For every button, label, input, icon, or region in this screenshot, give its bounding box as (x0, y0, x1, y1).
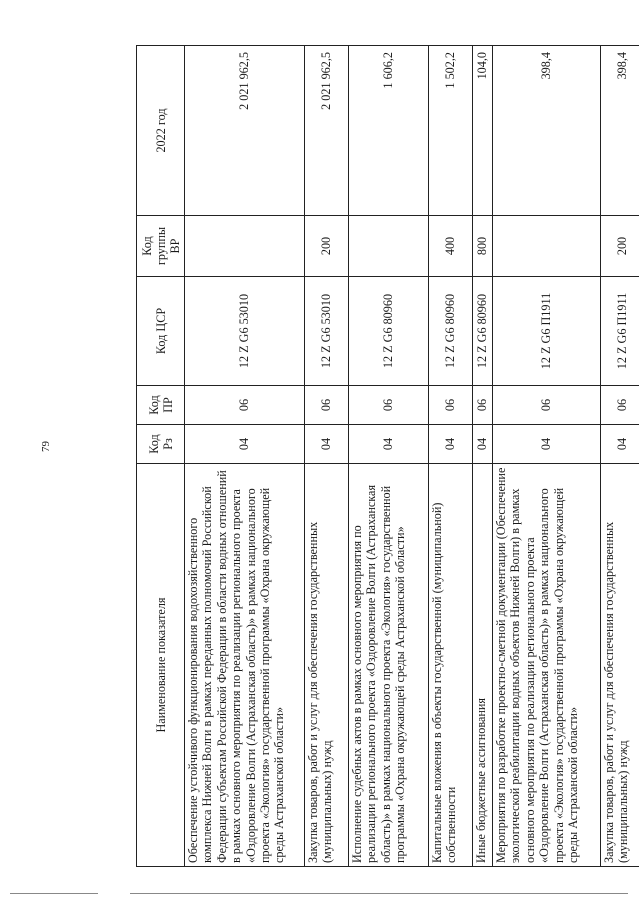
row-csr: 12 Z G6 53010 (185, 277, 305, 386)
row-rz: 04 (493, 425, 601, 464)
row-value: 398,4 (493, 46, 601, 216)
row-pr: 06 (601, 386, 639, 425)
row-pr: 06 (305, 386, 349, 425)
table-row (349, 46, 429, 867)
footer-rule-left (10, 893, 98, 894)
row-csr: 12 Z G6 П1911 (601, 277, 639, 386)
header-vr: Код группы ВР (137, 216, 185, 277)
row-value: 1 502,2 (429, 46, 473, 216)
row-csr: 12 Z G6 80960 (473, 277, 493, 386)
row-name: Обеспечение устойчивого функционирования водохозяйственного комплекса Нижней Волги в рамках переданных полномочий Российской Федерации субъектам Российской Федерации в области водных отношений в рамках основного мероприятия по реализации регионального проекта «Оздоровление Волги (Астраханская область)» в рамках национального проекта «Экология» государственной программы «Охрана окружающей среды Астраханской области» (185, 464, 305, 867)
row-rz: 04 (429, 425, 473, 464)
footer-rule-right (130, 893, 628, 894)
row-rz: 04 (349, 425, 429, 464)
row-value: 2 021 962,5 (185, 46, 305, 216)
row-name: Закупка товаров, работ и услуг для обеспечения государственных (муниципальных) нужд (305, 464, 349, 867)
row-name: Мероприятия по разработке проектно-сметной документации (Обеспечение экологической реабилитации водных объектов Нижней Волги) в рамках основного мероприятия по реализации регионального проекта «Оздоровление Волги (Астраханская область)» в рамках национального проекта «Экология» государственной программы «Охрана окружающей среды Астраханской области» (493, 464, 601, 867)
row-pr: 06 (185, 386, 305, 425)
row-vr: 800 (473, 216, 493, 277)
row-vr (493, 216, 601, 277)
row-name: Закупка товаров, работ и услуг для обеспечения государственных (муниципальных) нужд (601, 464, 639, 867)
row-value: 398,4 (601, 46, 639, 216)
table-row (185, 46, 305, 867)
header-pr: Код ПР (137, 386, 185, 425)
row-csr: 12 Z G6 80960 (349, 277, 429, 386)
row-name: Исполнение судебных актов в рамках основного мероприятия по реализации регионального проекта «Оздоровление Волги (Астраханская область)» в рамках национального проекта «Экология» государственной программы «Охрана окружающей среды Астраханской области» (349, 464, 429, 867)
row-pr: 06 (429, 386, 473, 425)
row-rz: 04 (185, 425, 305, 464)
row-pr: 06 (493, 386, 601, 425)
table-row (429, 46, 473, 867)
row-name: Капитальные вложения в объекты государственной (муниципальной) собственности (429, 464, 473, 867)
row-vr (185, 216, 305, 277)
header-rz: Код Рз (137, 425, 185, 464)
row-value: 104,0 (473, 46, 493, 216)
table-row (493, 46, 601, 867)
row-csr: 12 Z G6 80960 (429, 277, 473, 386)
row-vr (349, 216, 429, 277)
row-pr: 06 (349, 386, 429, 425)
table-header-row (137, 46, 185, 867)
row-pr: 06 (473, 386, 493, 425)
row-vr: 200 (601, 216, 639, 277)
header-csr: Код ЦСР (137, 277, 185, 386)
page-number: 79 (40, 441, 52, 452)
row-csr: 12 Z G6 53010 (305, 277, 349, 386)
header-name: Наименование показателя (137, 464, 185, 867)
table-row (305, 46, 349, 867)
row-csr: 12 Z G6 П1911 (493, 277, 601, 386)
row-name: Иные бюджетные ассигнования (473, 464, 493, 867)
row-rz: 04 (601, 425, 639, 464)
row-rz: 04 (473, 425, 493, 464)
header-year: 2022 год (137, 46, 185, 216)
row-value: 1 606,2 (349, 46, 429, 216)
row-vr: 400 (429, 216, 473, 277)
table-row (473, 46, 493, 867)
row-rz: 04 (305, 425, 349, 464)
rotated-table-container (136, 46, 631, 867)
row-vr: 200 (305, 216, 349, 277)
table-row (601, 46, 639, 867)
budget-table (136, 45, 639, 867)
row-value: 2 021 962,5 (305, 46, 349, 216)
